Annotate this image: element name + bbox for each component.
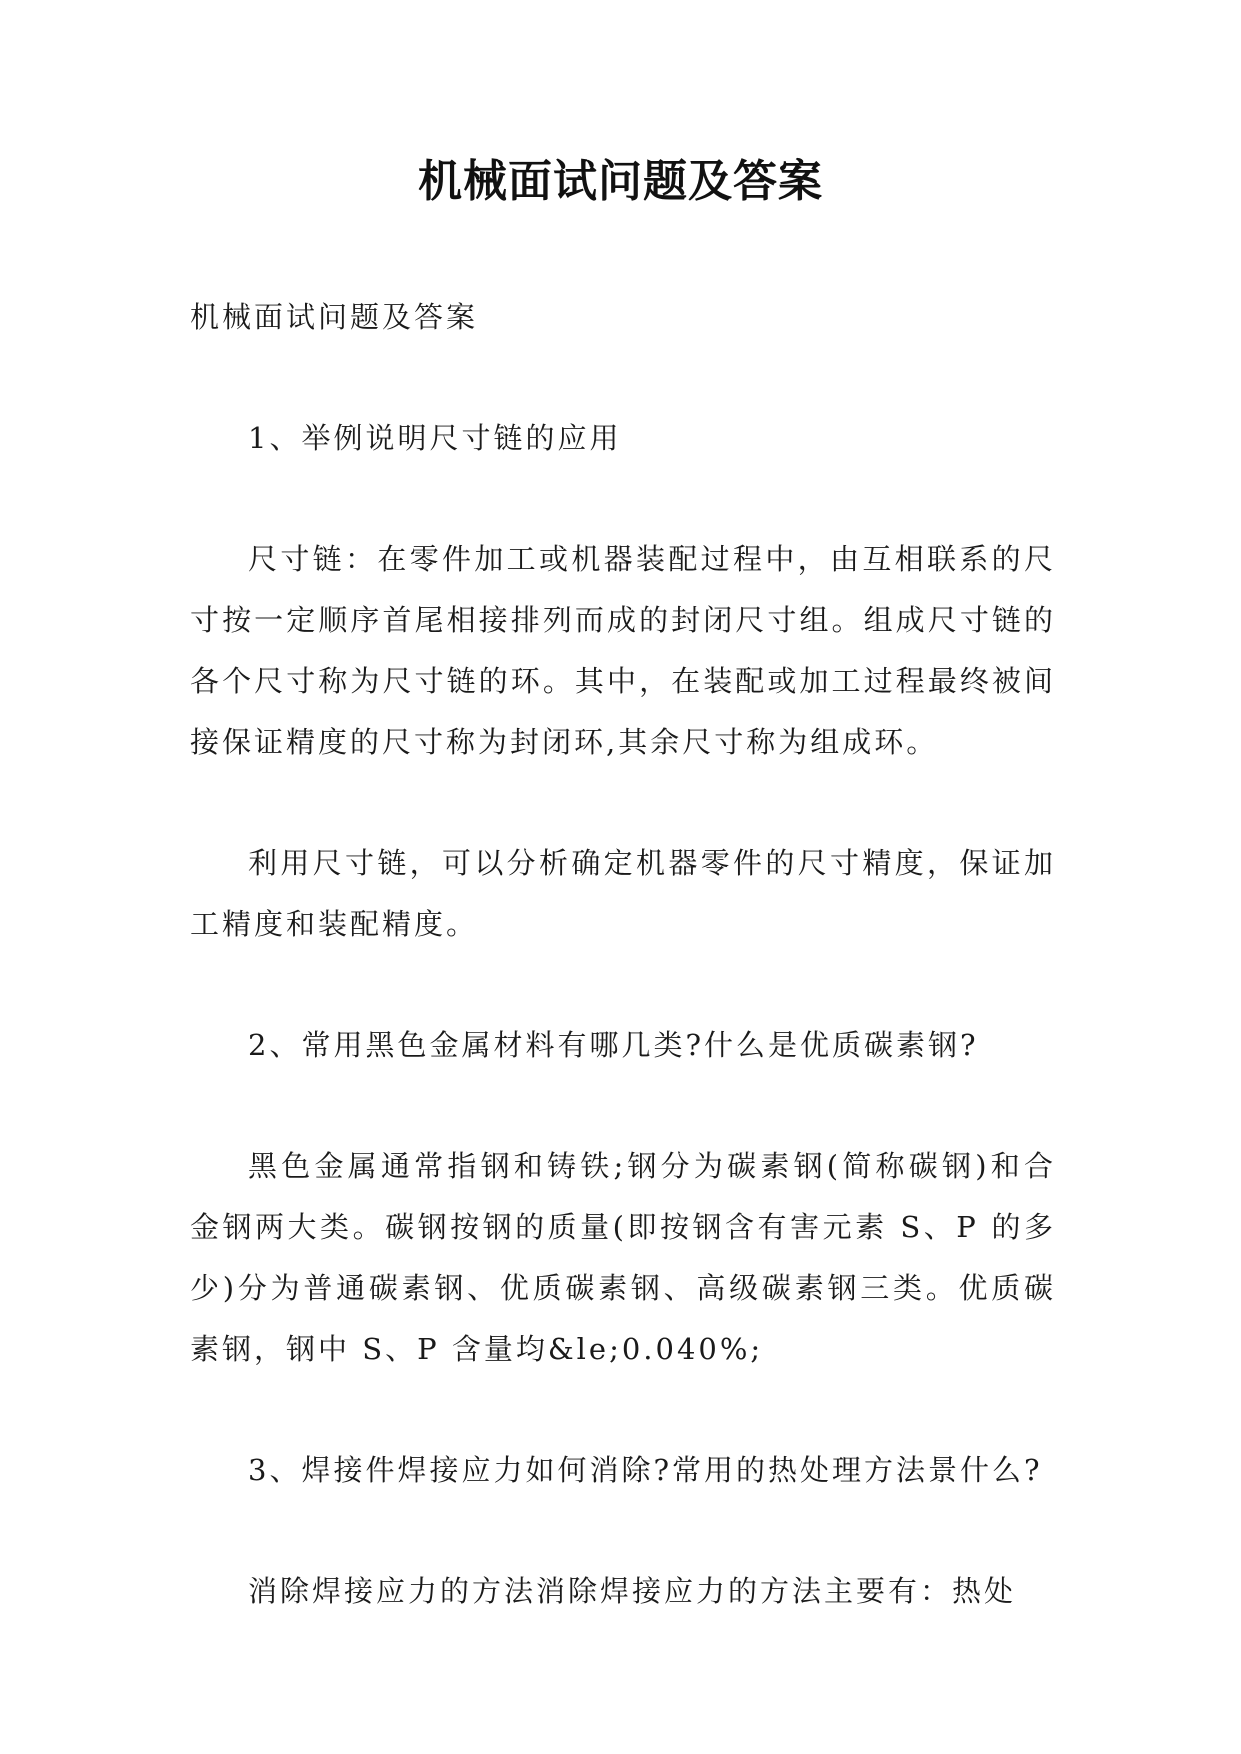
document-subtitle: 机械面试问题及答案 — [190, 300, 479, 334]
document-body — [190, 287, 1056, 1622]
question-3-heading: 3、焊接件焊接应力如何消除?常用的热处理方法景什么? — [248, 1453, 1043, 1487]
answer-1-paragraph-1: 尺寸链：在零件加工或机器装配过程中，由互相联系的尺寸按一定顺序首尾相接排列而成的封闭尺寸组。组成尺寸链的各个尺寸称为尺寸链的环。其中，在装配或加工过程最终被间接保证精度的尺寸称为封闭环,其余尺寸称为组成环。 — [190, 542, 1056, 759]
question-2-heading: 2、常用黑色金属材料有哪几类?什么是优质碳素钢? — [248, 1028, 979, 1062]
document-title: 机械面试问题及答案 — [418, 156, 823, 207]
question-1-heading: 1、举例说明尺寸链的应用 — [248, 421, 622, 455]
answer-1-paragraph-2: 利用尺寸链，可以分析确定机器零件的尺寸精度，保证加工精度和装配精度。 — [190, 846, 1056, 941]
answer-2-paragraph: 黑色金属通常指钢和铸铁;钢分为碳素钢(简称碳钢)和合金钢两大类。碳钢按钢的质量(即按钢含有害元素 S、P 的多少)分为普通碳素钢、优质碳素钢、高级碳素钢三类。优质碳素钢，钢中 S、P 含量均&le;0.040%; — [190, 1149, 1056, 1366]
answer-3-paragraph: 消除焊接应力的方法消除焊接应力的方法主要有：热处 — [248, 1574, 1017, 1608]
